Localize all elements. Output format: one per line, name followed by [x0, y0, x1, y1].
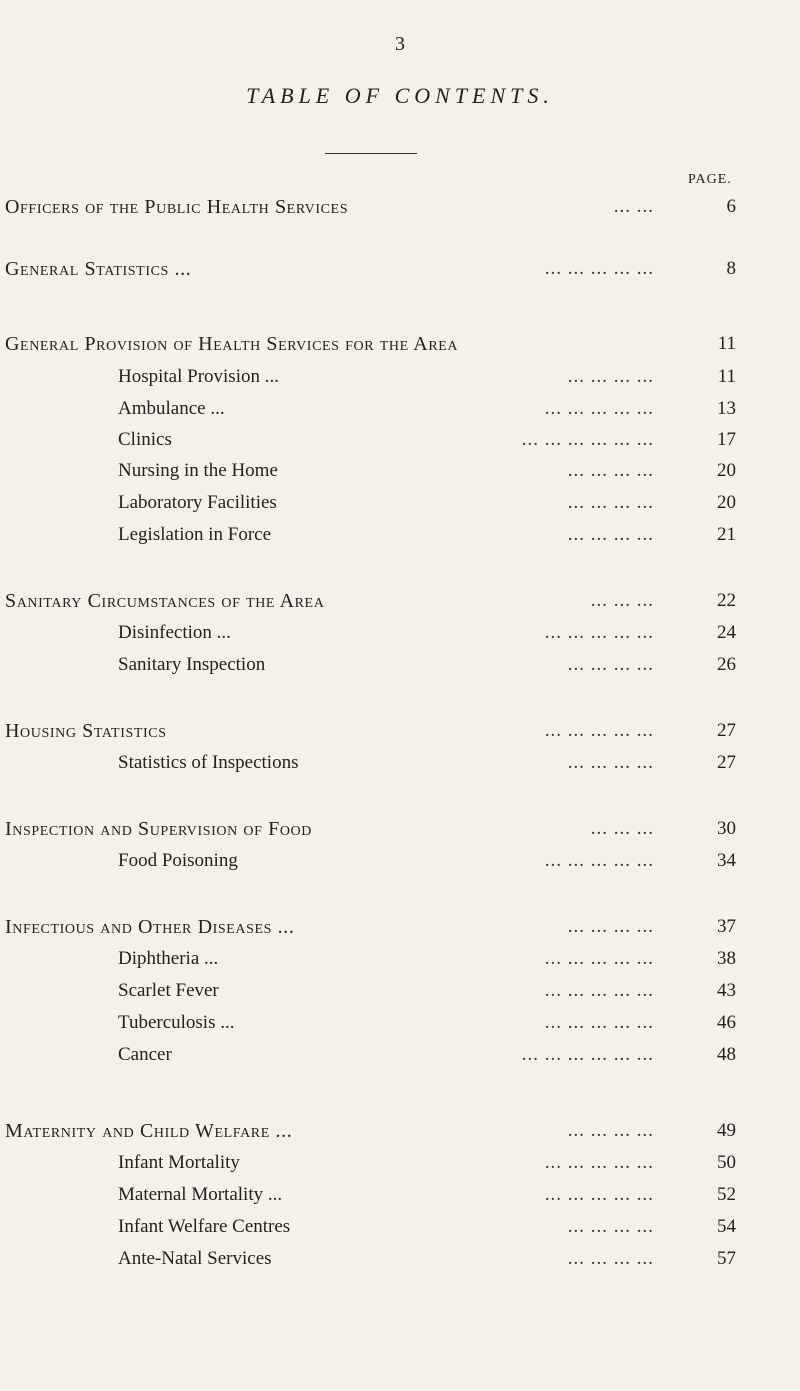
toc-entry-infectious-diseases: [0, 914, 800, 940]
toc-entry-label: Sanitary Inspection: [118, 654, 266, 675]
toc-page-number: 6: [726, 196, 736, 217]
toc-entry-label: Sanitary Circumstances of the Area: [5, 590, 325, 612]
toc-entry-disinfection: [0, 620, 800, 646]
page-column-header: PAGE.: [688, 172, 732, 187]
toc-entry-tuberculosis: [0, 1010, 800, 1036]
toc-entry-label: Maternity and Child Welfare ...: [5, 1120, 293, 1142]
toc-page-number: 52: [717, 1184, 736, 1205]
toc-entry-infant-welfare-centres: [0, 1214, 800, 1240]
toc-page-number: 30: [717, 818, 736, 839]
toc-dot-leader: ... ... ... ...: [567, 492, 654, 513]
toc-page-number: 27: [717, 752, 736, 773]
toc-entry-label: Scarlet Fever: [118, 980, 219, 1001]
toc-dot-leader: ... ... ... ...: [567, 654, 654, 675]
toc-page-number: 20: [717, 460, 736, 481]
toc-entry-food-poisoning: [0, 848, 800, 874]
toc-page-number: 38: [717, 948, 736, 969]
toc-entry-label: Cancer: [118, 1044, 172, 1065]
toc-dot-leader: ... ... ... ...: [567, 524, 654, 545]
toc-dot-leader: ... ... ... ...: [567, 366, 654, 387]
toc-dot-leader: ... ... ... ...: [567, 1216, 654, 1237]
toc-entry-maternity-child-welfare: [0, 1118, 800, 1144]
toc-entry-label: Clinics: [118, 429, 172, 450]
toc-entry-label: Disinfection ...: [118, 622, 231, 643]
toc-dot-leader: ... ... ... ... ...: [544, 258, 654, 279]
toc-entry-label: Nursing in the Home: [118, 460, 278, 481]
toc-page-number: 20: [717, 492, 736, 513]
toc-entry-label: Hospital Provision ...: [118, 366, 279, 387]
toc-page-number: 11: [717, 366, 736, 387]
toc-entry-laboratory-facilities: [0, 490, 800, 516]
toc-entry-legislation-in-force: [0, 522, 800, 548]
toc-dot-leader: ... ... ... ... ...: [544, 622, 654, 643]
toc-dot-leader: ... ...: [613, 196, 654, 217]
toc-entry-inspection-of-food: [0, 816, 800, 842]
toc-entry-label: Diphtheria ...: [118, 948, 219, 969]
toc-page-number: 57: [717, 1248, 736, 1269]
toc-entry-infant-mortality: [0, 1150, 800, 1176]
toc-dot-leader: ... ... ... ...: [567, 752, 654, 773]
toc-entry-label: Infant Mortality: [118, 1152, 240, 1173]
page-number: 3: [395, 33, 405, 55]
toc-entry-label: Food Poisoning: [118, 850, 238, 871]
toc-entry-maternal-mortality: [0, 1182, 800, 1208]
toc-page-number: 37: [717, 916, 736, 937]
toc-entry-label: Ante-Natal Services: [118, 1248, 272, 1269]
toc-dot-leader: ... ... ... ... ...: [544, 1184, 654, 1205]
toc-page-number: 17: [717, 429, 736, 450]
toc-entry-general-statistics: [0, 256, 800, 282]
toc-entry-label: Legislation in Force: [118, 524, 272, 545]
toc-page-number: 8: [726, 258, 736, 279]
toc-dot-leader: ... ... ... ... ...: [544, 980, 654, 1001]
toc-entry-nursing-in-the-home: [0, 458, 800, 484]
toc-entry-label: Housing Statistics: [5, 720, 167, 742]
toc-dot-leader: ... ... ... ...: [567, 916, 654, 937]
toc-entry-general-provision: [0, 331, 800, 357]
toc-dot-leader: ... ... ... ... ...: [544, 1152, 654, 1173]
toc-page-number: 46: [717, 1012, 736, 1033]
toc-entry-sanitary-circumstances: [0, 588, 800, 614]
toc-page-number: 48: [717, 1044, 736, 1065]
toc-dot-leader: ... ... ... ... ...: [544, 720, 654, 741]
toc-entry-sanitary-inspection: [0, 652, 800, 678]
toc-dot-leader: ... ... ... ...: [567, 460, 654, 481]
toc-entry-ambulance: [0, 396, 800, 422]
toc-entry-ante-natal-services: [0, 1246, 800, 1272]
toc-page-number: 11: [717, 333, 736, 354]
toc-page-number: 26: [717, 654, 736, 675]
toc-page-number: 54: [717, 1216, 736, 1237]
toc-page-number: 50: [717, 1152, 736, 1173]
toc-entry-label: Maternal Mortality ...: [118, 1184, 283, 1205]
toc-entry-diphtheria: [0, 946, 800, 972]
document-title: TABLE OF CONTENTS.: [246, 83, 554, 108]
toc-dot-leader: ... ... ... ... ...: [544, 850, 654, 871]
toc-entry-label: Statistics of Inspections: [118, 752, 299, 773]
toc-page-number: 43: [717, 980, 736, 1001]
toc-entry-label: Ambulance ...: [118, 398, 225, 419]
toc-entry-label: Tuberculosis ...: [118, 1012, 235, 1033]
toc-dot-leader: ... ... ... ...: [567, 1120, 654, 1141]
toc-dot-leader: ... ... ... ... ... ...: [521, 429, 654, 450]
toc-entry-label: Officers of the Public Health Services: [5, 196, 349, 218]
toc-entry-scarlet-fever: [0, 978, 800, 1004]
toc-dot-leader: ... ... ... ... ...: [544, 1012, 654, 1033]
toc-entry-officers: [0, 194, 800, 220]
toc-entry-label: Infectious and Other Diseases ...: [5, 916, 295, 938]
toc-entry-statistics-of-inspections: [0, 750, 800, 776]
toc-dot-leader: ... ... ... ...: [567, 1248, 654, 1269]
title-divider: [325, 153, 417, 154]
toc-page-number: 24: [717, 622, 736, 643]
toc-dot-leader: ... ... ... ... ...: [544, 398, 654, 419]
toc-page-number: 49: [717, 1120, 736, 1141]
toc-entry-label: General Statistics ...: [5, 258, 192, 280]
toc-dot-leader: ... ... ... ... ... ...: [521, 1044, 654, 1065]
toc-entry-cancer: [0, 1042, 800, 1068]
toc-page-number: 34: [717, 850, 736, 871]
toc-entry-clinics: [0, 427, 800, 453]
toc-page-number: 13: [717, 398, 736, 419]
toc-entry-label: Inspection and Supervision of Food: [5, 818, 312, 840]
toc-dot-leader: ... ... ... ... ...: [544, 948, 654, 969]
toc-entry-housing-statistics: [0, 718, 800, 744]
toc-entry-label: General Provision of Health Services for the Area: [5, 333, 459, 355]
toc-entry-label: Laboratory Facilities: [118, 492, 277, 513]
toc-page-number: 21: [717, 524, 736, 545]
toc-page-number: 22: [717, 590, 736, 611]
toc-entry-hospital-provision: [0, 364, 800, 390]
toc-dot-leader: ... ... ...: [590, 590, 654, 611]
toc-entry-label: Infant Welfare Centres: [118, 1216, 291, 1237]
toc-dot-leader: ... ... ...: [590, 818, 654, 839]
toc-page-number: 27: [717, 720, 736, 741]
